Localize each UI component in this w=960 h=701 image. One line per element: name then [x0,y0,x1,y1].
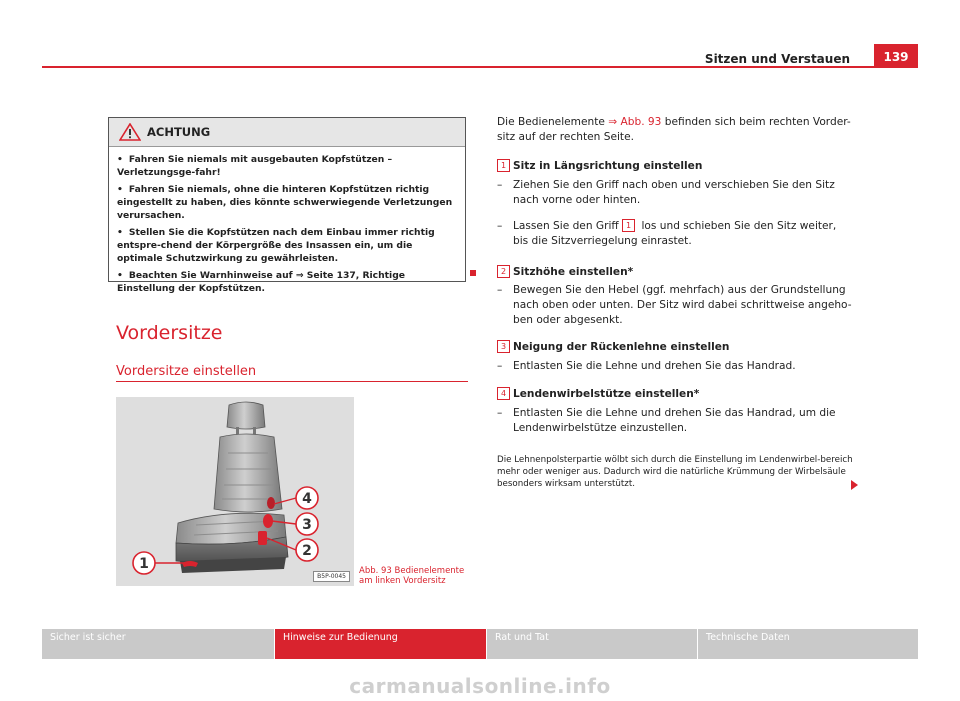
callout-3 [296,513,318,535]
step-badge: 1 [497,159,510,172]
step-badge: 3 [497,340,510,353]
continue-arrow-icon [851,480,858,490]
figure-link[interactable]: ⇒ Abb. 93 [608,116,662,128]
footer-tab-sicher[interactable]: Sicher ist sicher [42,629,274,659]
step-3-item-1: – Entlasten Sie die Lehne und drehen Sie das Handrad. [497,360,796,372]
warning-header [109,118,465,147]
step-badge: 2 [497,265,510,278]
step-1-item-1: – Ziehen Sie den Griff nach oben und verschieben Sie den Sitz nach vorne oder hinten. [497,179,835,206]
intro-paragraph: Die Bedienelemente ⇒ Abb. 93 befinden sich beim rechten Vorder-sitz auf der rechten Seite. [497,116,851,143]
step-badge: 1 [622,219,635,232]
warning-item: • Beachten Sie Warnhinweise auf ⇒ Seite 137, Richtige Einstellung der Kopfstützen. [117,270,406,294]
page-header-title: Sitzen und Verstauen [704,52,850,66]
warning-triangle-icon [119,123,141,141]
figure-caption: Abb. 93 Bedienelemente am linken Vordersitz [359,566,465,586]
section-subtitle: Vordersitze einstellen [116,364,257,379]
seat-figure [116,397,354,586]
callout-2 [296,539,318,561]
warning-title: ACHTUNG [147,125,211,139]
callout-4 [296,487,318,509]
warning-item: • Fahren Sie niemals mit ausgebauten Kopfstützen – Verletzungsge-fahr! [117,154,393,178]
step-1-item-2: – Lassen Sie den Griff 1 los und schieben Sie den Sitz weiter, bis die Sitzverriegelung einrastet. [497,220,837,247]
step-3-heading: 3 Neigung der Rückenlehne einstellen [497,340,729,355]
warning-box [108,117,466,294]
section-title: Vordersitze [116,322,223,344]
figure-code: B5P-0045 [313,571,350,582]
step-1-heading: 1 Sitz in Längsrichtung einstellen [497,159,702,174]
step-4-heading: 4 Lendenwirbelstütze einstellen* [497,387,699,402]
page-number: 139 [874,44,918,66]
footer-tab-technik[interactable]: Technische Daten [698,629,918,659]
svg-text:4: 4 [302,491,312,507]
seat-illustration [116,397,354,586]
svg-text:2: 2 [302,543,312,559]
svg-text:1: 1 [139,556,149,572]
section-end-marker [470,270,476,276]
subtitle-divider [116,381,468,382]
step-2-heading: 2 Sitzhöhe einstellen* [497,265,633,280]
note-paragraph: Die Lehnenpolsterpartie wölbt sich durch die Einstellung im Lendenwirbel-bereich mehr oder weniger aus. Dadurch wird die natürliche Krümmung der Wirbelsäule besonders wirksam unterstützt. [497,455,853,489]
step-4-item-1: – Entlasten Sie die Lehne und drehen Sie das Handrad, um die Lendenwirbelstütze einzustellen. [497,407,836,434]
footer-tab-bedienung[interactable]: Hinweise zur Bedienung [275,629,486,659]
svg-text:3: 3 [302,517,312,533]
warning-item: • Stellen Sie die Kopfstützen nach dem Einbau immer richtig entspre-chend der Körpergröße des Insassen ein, um die optimale Schutzwirkung zu gewährleisten. [117,227,435,264]
callout-1 [133,552,155,574]
footer-nav [42,629,918,659]
step-2-item-1: – Bewegen Sie den Hebel (ggf. mehrfach) aus der Grundstellung nach oben oder unten. Der Sitz wird dabei schrittweise angeho-ben oder abgesenkt. [497,284,852,326]
watermark: carmanualsonline.info [349,674,611,698]
header-divider [42,66,918,68]
warning-item: • Fahren Sie niemals, ohne die hinteren Kopfstützen richtig eingestellt zu haben, dies könnte schwerwiegende Verletzungen verursachen. [117,184,453,221]
step-badge: 4 [497,387,510,400]
footer-tab-rat[interactable]: Rat und Tat [487,629,697,659]
